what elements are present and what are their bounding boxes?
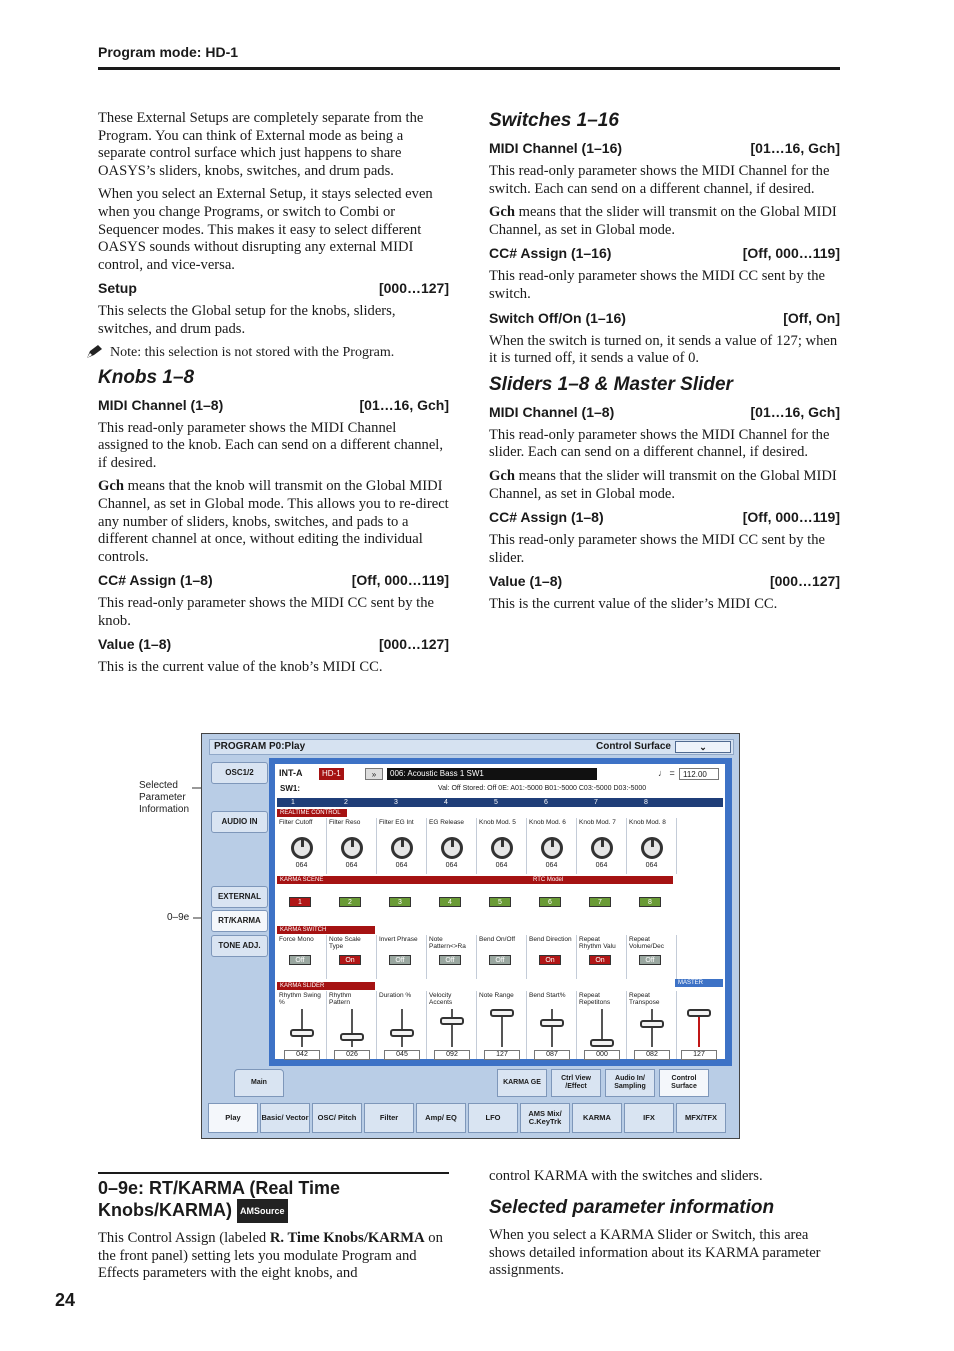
slider-control[interactable]	[590, 1009, 614, 1047]
slider-control[interactable]	[490, 1009, 514, 1047]
slider-label: Rhythm Swing %	[279, 992, 321, 1006]
tab-bottom[interactable]: KARMA	[572, 1103, 622, 1133]
knob-label: Knob Mod. 7	[579, 819, 616, 826]
master-label: MASTER	[675, 979, 723, 987]
tab-ctrl-view[interactable]: Ctrl View /Effect	[551, 1069, 601, 1097]
switch-button[interactable]: Off	[389, 955, 411, 965]
switch-cell	[477, 935, 527, 979]
scene-button[interactable]: 5	[489, 897, 511, 907]
knob-dial[interactable]	[391, 837, 413, 859]
tab-karma-ge[interactable]: KARMA GE	[497, 1069, 547, 1097]
slider-cap[interactable]	[440, 1017, 464, 1025]
param-knob-midi: MIDI Channel (1–8) [01…16, Gch]	[98, 396, 449, 413]
knob-cell	[577, 818, 627, 874]
slider-value: 087	[534, 1050, 570, 1060]
slider-value: 000	[584, 1050, 620, 1060]
switch-cell	[627, 935, 677, 979]
knob-value: 064	[345, 862, 358, 869]
knob-dial[interactable]	[341, 837, 363, 859]
switch-button[interactable]: Off	[439, 955, 461, 965]
tab-bottom[interactable]: MFX/TFX	[676, 1103, 726, 1133]
slider-track	[551, 1009, 553, 1047]
slider-track	[301, 1009, 303, 1047]
karma-switch-section-label: KARMA SWITCH	[277, 926, 375, 934]
knob-value: 064	[545, 862, 558, 869]
switch-cell	[427, 935, 477, 979]
master-value: 127	[681, 1050, 717, 1060]
paragraph-select: When you select an External Setup, it stays selected even when you change Programs, or switch to Combi or Sequencer modes. This makes it easy to select different OASYS sounds without disrupting any external MIDI control, and vice-versa.	[98, 186, 433, 273]
knob-cell	[527, 818, 577, 874]
knob-dial[interactable]	[491, 837, 513, 859]
sw-onoff-desc: When the switch is turned on, it sends a value of 127; when it is turned off, it sends a value of 0.	[489, 332, 838, 367]
sl-cc-desc: This read-only parameter shows the MIDI CC sent by the slider.	[489, 532, 825, 566]
page-number: 24	[55, 1290, 76, 1310]
tab-bottom[interactable]: Filter	[364, 1103, 414, 1133]
tab-audio-in-sampling[interactable]: Audio In/ Sampling	[605, 1069, 655, 1097]
param-setup: Setup [000…127]	[98, 280, 449, 297]
left-column	[98, 110, 449, 683]
scene-button[interactable]: 1	[289, 897, 311, 907]
slider-label: Duration %	[379, 992, 412, 999]
param-sl-value: Value (1–8) [000…127]	[489, 573, 840, 590]
heading-selected-param: Selected parameter information	[489, 1197, 775, 1218]
tab-osc12[interactable]: OSC1/2	[211, 762, 268, 784]
knob-label: Knob Mod. 8	[629, 819, 666, 826]
sl-gch-desc: Gch means that the slider will transmit on the Global MIDI Channel, as set in Global mode.	[489, 467, 837, 502]
karma-scene-section-label: KARMA SCENE RTC Model	[277, 876, 673, 884]
scene-button[interactable]: 4	[439, 897, 461, 907]
knob-cell	[427, 818, 477, 874]
channel-number-bar: 1 2 3 4 5 6 7 8	[277, 798, 723, 807]
tempo-field[interactable]: 112.00	[679, 768, 719, 780]
sw-cc-desc: This read-only parameter shows the MIDI CC sent by the switch.	[489, 268, 825, 302]
knob-dial[interactable]	[641, 837, 663, 859]
knob-value: 064	[495, 862, 508, 869]
slider-track	[401, 1009, 403, 1047]
knob-cell	[327, 818, 377, 874]
param-sw-cc: CC# Assign (1–16) [Off, 000…119]	[489, 245, 840, 262]
switch-cell	[327, 935, 377, 979]
switch-cell	[577, 935, 627, 979]
switch-label: Bend On/Off	[479, 936, 516, 943]
switch-label: Note Pattern<>Ra	[429, 936, 466, 950]
knob-dial[interactable]	[291, 837, 313, 859]
slider-value: 026	[334, 1050, 370, 1060]
control-surface-inner	[275, 764, 725, 1059]
knob-dial[interactable]	[441, 837, 463, 859]
right-column	[489, 106, 840, 620]
switch-label: Force Mono	[279, 936, 314, 943]
switch-label: Repeat Volume/Dec	[629, 936, 665, 950]
sl-midi-desc: This read-only parameter shows the MIDI Channel for the slider. Each can send on a different channel, if desired.	[489, 426, 830, 461]
slider-value: 042	[284, 1050, 320, 1060]
scene-button[interactable]: 6	[539, 897, 561, 907]
slider-value: 127	[484, 1050, 520, 1060]
slider-label: Repeat Transpose	[629, 992, 660, 1006]
heading-knobs: Knobs 1–8	[98, 366, 195, 388]
sw-gch-desc: Gch means that the slider will transmit on the Global MIDI Channel, as set in Global mode.	[489, 204, 837, 238]
tab-bottom[interactable]: OSC/ Pitch	[312, 1103, 362, 1133]
knob-value: 064	[645, 862, 658, 869]
double-arrow-icon: »	[371, 770, 377, 779]
selected-param-desc: When you select a KARMA Slider or Switch, this area shows detailed information about its KARMA parameter assignments.	[489, 1227, 821, 1279]
control-surface-panel	[269, 758, 732, 1066]
setup-desc: This selects the Global setup for the knobs, sliders, switches, and drum pads.	[98, 303, 396, 337]
slider-value: 082	[634, 1050, 670, 1060]
master-slider[interactable]	[687, 1009, 711, 1047]
running-header: Program mode: HD-1	[98, 44, 239, 60]
scene-button[interactable]: 7	[589, 897, 611, 907]
paragraph-intro: These External Setups are completely separate from the Program. You can think of External mode as being a separate control surface which just happens to share OASYS’s sliders, knobs, switches, and drum pads.	[98, 110, 424, 179]
slider-cap[interactable]	[340, 1033, 364, 1041]
knob-cell	[627, 818, 677, 874]
knob-midi-desc: This read-only parameter shows the MIDI Channel assigned to the knob. Each can send on a different channel, if desired.	[98, 419, 443, 471]
switch-button[interactable]: On	[539, 955, 561, 965]
switch-label: Note Scale Type	[329, 936, 361, 950]
rt-karma-desc-cont: control KARMA with the switches and sliders.	[489, 1168, 763, 1184]
program-select-button[interactable]	[365, 768, 383, 780]
knob-label: Filter Reso	[329, 819, 361, 826]
tab-bottom[interactable]: IFX	[624, 1103, 674, 1133]
slider-control[interactable]	[640, 1009, 664, 1047]
realtime-section-label: REALTIME CONTROL	[277, 809, 347, 817]
tab-audio-in[interactable]: AUDIO IN	[211, 811, 268, 833]
sl-value-desc: This is the current value of the slider’s MIDI CC.	[489, 596, 778, 613]
tab-bottom[interactable]: Basic/ Vector	[260, 1103, 310, 1133]
callout-selected-info: Selected Parameter Information	[139, 780, 190, 815]
knob-gch-desc: Gch means that the knob will transmit on the Global MIDI Channel, as set in Global mode. This allows you to re-direct any number of sliders, knobs, switches, and pads to a different channel at once, without editing the individual controls.	[98, 478, 449, 565]
switch-button[interactable]: Off	[289, 955, 311, 965]
page-menu-dropdown[interactable]	[675, 741, 731, 753]
slider-label: Note Range	[479, 992, 514, 999]
screen-title-bar: PROGRAM P0:Play Control Surface ⌄	[209, 739, 734, 755]
knob-label: EG Release	[429, 819, 465, 826]
knob-cell	[277, 818, 327, 874]
slider-cap[interactable]	[290, 1029, 314, 1037]
slider-track	[451, 1009, 453, 1047]
tab-bottom[interactable]: LFO	[468, 1103, 518, 1133]
slider-control[interactable]	[290, 1009, 314, 1047]
header-rule	[98, 67, 840, 70]
tab-tone-adj[interactable]: TONE ADJ.	[211, 935, 268, 957]
switch-button[interactable]: On	[589, 955, 611, 965]
hd1-badge: HD-1	[319, 768, 344, 780]
section-heading: 0–9e: RT/KARMA (Real Time Knobs/KARMA) AMSource	[98, 1177, 449, 1223]
knob-label: Filter EG Int	[379, 819, 414, 826]
section-rule	[98, 1172, 449, 1174]
switch-button[interactable]: Off	[639, 955, 661, 965]
switch-label: SW1:	[280, 784, 300, 793]
chevron-down-icon: ⌄	[699, 742, 707, 752]
tab-main[interactable]: Main	[234, 1069, 284, 1097]
knob-cc-desc: This read-only parameter shows the MIDI CC sent by the knob.	[98, 595, 434, 629]
program-name-field[interactable]: 006: Acoustic Bass 1 SW1	[387, 768, 597, 780]
switch-label: Bend Direction	[529, 936, 572, 943]
knob-value: 064	[445, 862, 458, 869]
slider-label: Bend Start%	[529, 992, 566, 999]
knob-cell	[477, 818, 527, 874]
switch-button[interactable]: Off	[489, 955, 511, 965]
knob-label: Filter Cutoff	[279, 819, 313, 826]
slider-value: 045	[384, 1050, 420, 1060]
knob-value: 064	[595, 862, 608, 869]
oasys-screen	[201, 733, 740, 1139]
slider-cap[interactable]	[490, 1009, 514, 1017]
tab-control-surface[interactable]: Control Surface	[659, 1069, 709, 1097]
param-sl-midi: MIDI Channel (1–8) [01…16, Gch]	[489, 403, 840, 420]
tab-external[interactable]: EXTERNAL	[211, 886, 268, 908]
slider-track	[351, 1009, 353, 1047]
param-knob-cc: CC# Assign (1–8) [Off, 000…119]	[98, 572, 449, 589]
slider-cap[interactable]	[640, 1020, 664, 1028]
switch-cell	[527, 935, 577, 979]
tab-bottom[interactable]: Amp/ EQ	[416, 1103, 466, 1133]
heading-sliders: Sliders 1–8 & Master Slider	[489, 373, 733, 395]
knob-cell	[377, 818, 427, 874]
knob-value-desc: This is the current value of the knob’s MIDI CC.	[98, 659, 383, 676]
tempo-label: ♩ =	[658, 768, 675, 778]
slider-label: Velocity Accents	[429, 992, 453, 1006]
slider-cap[interactable]	[390, 1029, 414, 1037]
pencil-note-icon	[86, 345, 104, 359]
param-sw-midi: MIDI Channel (1–16) [01…16, Gch]	[489, 140, 840, 156]
slider-value: 092	[434, 1050, 470, 1060]
param-sl-cc: CC# Assign (1–8) [Off, 000…119]	[489, 509, 840, 526]
slider-cap[interactable]	[590, 1039, 614, 1047]
callout-tab: 0–9e	[167, 912, 190, 923]
sw-midi-desc: This read-only parameter shows the MIDI Channel for the switch. Each can send on a different channel, if desired.	[489, 163, 830, 197]
param-knob-value: Value (1–8) [000…127]	[98, 636, 449, 653]
knob-dial[interactable]	[591, 837, 613, 859]
heading-switches: Switches 1–16	[489, 110, 619, 131]
tab-bottom[interactable]: Play	[208, 1103, 258, 1133]
slider-cap[interactable]	[540, 1019, 564, 1027]
bank-label: INT-A	[279, 768, 303, 778]
switch-cell	[277, 935, 327, 979]
switch-label: Invert Phrase	[379, 936, 418, 943]
slider-control[interactable]	[390, 1009, 414, 1047]
knob-dial[interactable]	[541, 837, 563, 859]
switch-label: Repeat Rhythm Valu	[579, 936, 616, 950]
scene-button[interactable]: 2	[339, 897, 361, 907]
tab-rt-karma[interactable]: RT/KARMA	[211, 910, 268, 932]
slider-cap[interactable]	[687, 1009, 711, 1017]
slider-control[interactable]	[540, 1009, 564, 1047]
scene-button[interactable]: 8	[639, 897, 661, 907]
tab-bottom[interactable]: AMS Mix/ C.KeyTrk	[520, 1103, 570, 1133]
knob-value: 064	[395, 862, 408, 869]
karma-slider-section-label: KARMA SLIDER	[277, 982, 375, 990]
knob-label: Knob Mod. 6	[529, 819, 566, 826]
switch-button[interactable]: On	[339, 955, 361, 965]
slider-label: Repeat Repetitons	[579, 992, 611, 1006]
amsource-badge: AMSource	[237, 1199, 288, 1223]
slider-track	[651, 1009, 653, 1047]
scene-button[interactable]: 3	[389, 897, 411, 907]
rt-karma-desc: This Control Assign (labeled R. Time Knobs/KARMA on the front panel) setting lets you modulate Program and Effects parameters with the eight knobs, and	[98, 1230, 443, 1282]
selected-param-info: Val: Off Stored: Off 0E: A01:-5000 B01:-5000 C03:-5000 D03:-5000	[438, 785, 647, 792]
slider-control[interactable]	[440, 1009, 464, 1047]
switch-cell	[377, 935, 427, 979]
knob-value: 064	[295, 862, 308, 869]
note: Note: this selection is not stored with the Program.	[86, 345, 449, 361]
knob-label: Knob Mod. 5	[479, 819, 516, 826]
slider-label: Rhythm Pattern	[329, 992, 352, 1006]
param-sw-onoff: Switch Off/On (1–16) [Off, On]	[489, 309, 840, 326]
slider-control[interactable]	[340, 1009, 364, 1047]
